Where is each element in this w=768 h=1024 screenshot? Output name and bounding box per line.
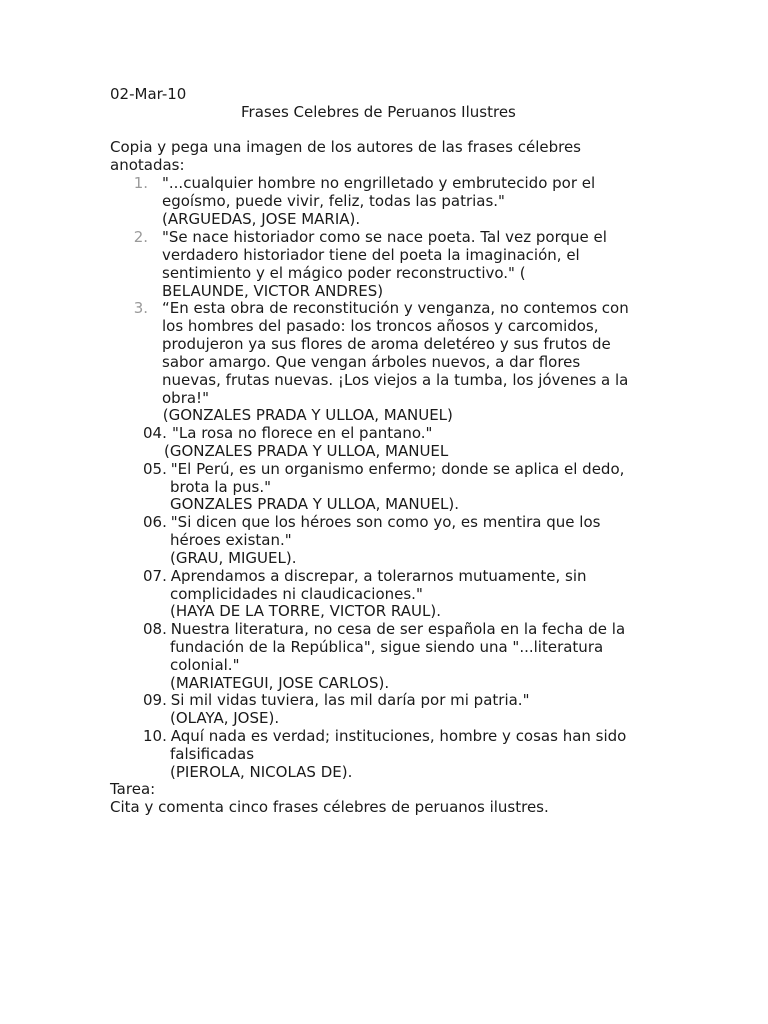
list-number: 07.: [143, 567, 167, 585]
quote-line: brota la pus.": [170, 478, 272, 496]
quote-line: “En esta obra de reconstitución y venganza, no contemos con: [162, 299, 629, 317]
quote-author: (HAYA DE LA TORRE, VICTOR RAUL).: [170, 602, 441, 620]
list-number: 09.: [143, 691, 167, 709]
quote-line: sabor amargo. Que vengan árboles nuevos, a dar flores: [162, 353, 581, 371]
document-title: Frases Celebres de Peruanos Ilustres: [241, 103, 516, 121]
list-number: 06.: [143, 513, 167, 531]
quote-author: (PIEROLA, NICOLAS DE).: [170, 763, 353, 781]
quote-author: (GRAU, MIGUEL).: [170, 549, 297, 567]
quote-line: colonial.": [170, 656, 240, 674]
list-number: 10.: [143, 727, 167, 745]
intro-line-1: Copia y pega una imagen de los autores de las frases célebres: [110, 138, 581, 156]
quote-line: verdadero historiador tiene del poeta la imaginación, el: [162, 246, 580, 264]
list-number: 3.: [133, 299, 148, 317]
quote-line: "La rosa no florece en el pantano.": [172, 424, 433, 442]
quote-line: fundación de la República", sigue siendo una "...literatura: [170, 638, 604, 656]
quote-author: (OLAYA, JOSE).: [170, 709, 280, 727]
quote-line: Aquí nada es verdad; instituciones, hombre y cosas han sido: [166, 727, 627, 745]
list-number: 04.: [143, 424, 167, 442]
quote-line: los hombres del pasado: los troncos añosos y carcomidos,: [162, 317, 599, 335]
quote-line: héroes existan.": [170, 531, 292, 549]
quote-line: falsificadas: [170, 745, 255, 763]
quote-line: obra!": [162, 389, 209, 407]
list-number: 05.: [143, 460, 167, 478]
quote-author: BELAUNDE, VICTOR ANDRES): [162, 282, 384, 300]
quote-author: (GONZALES PRADA Y ULLOA, MANUEL): [158, 406, 453, 424]
quote-line: produjeron ya sus flores de aroma deletéreo y sus frutos de: [162, 335, 611, 353]
quote-line: "El Perú, es un organismo enfermo; donde se aplica el dedo,: [166, 460, 625, 478]
quote-line: Nuestra literatura, no cesa de ser española en la fecha de la: [166, 620, 626, 638]
tarea-label: Tarea:: [110, 780, 156, 798]
quote-author: GONZALES PRADA Y ULLOA, MANUEL).: [170, 495, 460, 513]
quote-line: "Si dicen que los héroes son como yo, es mentira que los: [166, 513, 601, 531]
document-date: 02-Mar-10: [110, 85, 187, 103]
quote-line: Aprendamos a discrepar, a tolerarnos mutuamente, sin: [166, 567, 587, 585]
intro-line-2: anotadas:: [110, 156, 185, 174]
quote-line: nuevas, frutas nuevas. ¡Los viejos a la tumba, los jóvenes a la: [162, 371, 629, 389]
quote-author: (GONZALES PRADA Y ULLOA, MANUEL: [164, 442, 449, 460]
quote-line: egoísmo, puede vivir, feliz, todas las patrias.": [162, 192, 505, 210]
quote-line: Si mil vidas tuviera, las mil daría por mi patria.": [166, 691, 530, 709]
quote-line: sentimiento y el mágico poder reconstructivo." (: [162, 264, 526, 282]
quote-author: (MARIATEGUI, JOSE CARLOS).: [170, 674, 390, 692]
quote-author: (ARGUEDAS, JOSE MARIA).: [162, 210, 361, 228]
list-number: 08.: [143, 620, 167, 638]
quote-line: complicidades ni claudicaciones.": [170, 585, 423, 603]
quote-line: "...cualquier hombre no engrilletado y embrutecido por el: [162, 174, 596, 192]
quote-line: "Se nace historiador como se nace poeta. Tal vez porque el: [162, 228, 607, 246]
tarea-text: Cita y comenta cinco frases célebres de peruanos ilustres.: [110, 798, 549, 816]
list-number: 2.: [133, 228, 148, 246]
list-number: 1.: [133, 174, 148, 192]
